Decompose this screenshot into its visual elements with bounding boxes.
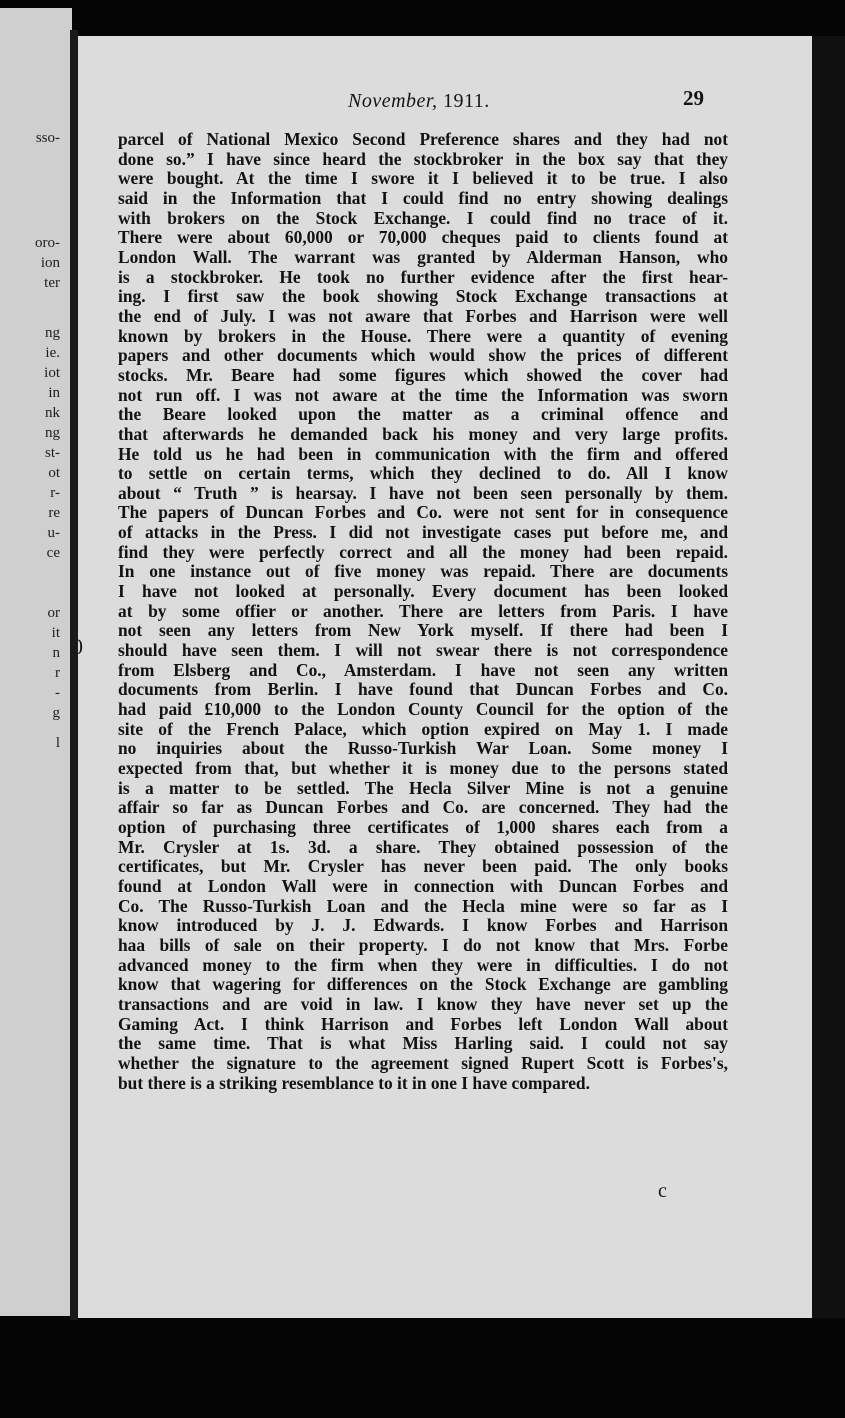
margin-fragment: oro- xyxy=(35,235,60,251)
margin-fragment: or xyxy=(47,605,60,621)
margin-mark: 0 xyxy=(72,634,83,659)
text-line: affair so far as Duncan Forbes and Co. are concerned. They had the xyxy=(118,797,728,818)
text-line: stocks. Mr. Beare had some figures which showed the cover had xyxy=(118,364,728,385)
text-line: site of the French Palace, which option expired on May 1. I made xyxy=(118,718,728,739)
text-line: should have seen them. I will not swear there is not correspondence xyxy=(118,640,728,661)
text-line: haa bills of sale on their property. I do not know that Mrs. Forbe xyxy=(118,934,728,955)
text-line: Co. The Russo-Turkish Loan and the Hecla mine were so far as I xyxy=(118,895,728,916)
margin-fragment: ng xyxy=(45,325,60,341)
text-line: option of purchasing three certificates of 1,000 shares each from a xyxy=(118,816,728,837)
text-line: at by some offier or another. There are letters from Paris. I have xyxy=(118,600,728,621)
facing-page-edge xyxy=(0,8,72,1316)
book-gutter xyxy=(70,30,78,1320)
margin-fragment: in xyxy=(48,385,60,401)
text-line: find they were perfectly correct and all the money had been repaid. xyxy=(118,541,728,562)
text-line: The papers of Duncan Forbes and Co. were not sent for in consequence xyxy=(118,502,728,523)
text-line: that afterwards he demanded back his money and very large profits. xyxy=(118,423,728,444)
text-line: expected from that, but whether it is money due to the persons stated xyxy=(118,758,728,778)
margin-fragment: ie. xyxy=(45,345,60,361)
text-line: not seen any letters from New York myself. If there had been I xyxy=(118,620,728,641)
text-line: known by brokers in the House. There were a quantity of evening xyxy=(118,325,728,346)
text-line: transactions and are void in law. I know they have never set up the xyxy=(118,993,728,1014)
text-line: London Wall. The warrant was granted by Alderman Hanson, who xyxy=(118,246,728,267)
text-line: is a matter to be settled. The Hecla Silver Mine is not a genuine xyxy=(118,777,728,798)
text-line: with brokers on the Stock Exchange. I could find no trace of it. xyxy=(118,207,728,228)
body-text xyxy=(118,130,728,1093)
text-line: Mr. Crysler at 1s. 3d. a share. They obtained possession of the xyxy=(118,836,728,857)
text-line: He told us he had been in communication with the firm and offered xyxy=(118,443,728,464)
margin-fragment: sso- xyxy=(35,130,60,146)
text-line: but there is a striking resemblance to it in one I have compared. xyxy=(118,1072,590,1093)
page-edge-shadow xyxy=(812,36,845,1318)
running-title xyxy=(348,90,490,113)
page-header xyxy=(78,86,812,116)
text-line: done so.” I have since heard the stockbroker in the box say that they xyxy=(118,148,728,169)
text-line: parcel of National Mexico Second Preference shares and they had not xyxy=(118,129,728,149)
margin-fragment: ion xyxy=(40,255,60,271)
margin-fragment: r xyxy=(55,665,60,681)
margin-fragment: - xyxy=(55,685,60,701)
margin-fragment: r- xyxy=(50,485,60,501)
text-line: to settle on certain terms, which they declined to do. All I know xyxy=(118,463,728,484)
text-line: papers and other documents which would show the prices of different xyxy=(118,345,728,366)
text-line: certificates, but Mr. Crysler has never been paid. The only books xyxy=(118,856,728,877)
text-line: the same time. That is what Miss Harling said. I could not say xyxy=(118,1033,728,1054)
text-line: advanced money to the firm when they were in difficulties. I do not xyxy=(118,954,728,975)
margin-fragment: iot xyxy=(44,365,60,381)
margin-fragment: n xyxy=(52,645,60,661)
text-line: I have not looked at personally. Every document has been looked xyxy=(118,581,728,602)
text-line: no inquiries about the Russo-Turkish War Loan. Some money I xyxy=(118,738,728,759)
text-line: found at London Wall were in connection with Duncan Forbes and xyxy=(118,875,728,896)
document-page xyxy=(72,36,812,1318)
text-line: is a stockbroker. He took no further evidence after the first hear- xyxy=(118,266,728,287)
margin-fragment: l xyxy=(55,735,60,751)
text-line: were bought. At the time I swore it I believed it to be true. I also xyxy=(118,168,728,189)
margin-fragment: g xyxy=(52,705,60,721)
text-line: There were about 60,000 or 70,000 cheques paid to clients found at xyxy=(118,227,728,248)
margin-fragment: nk xyxy=(45,405,60,421)
text-line: documents from Berlin. I have found that Duncan Forbes and Co. xyxy=(118,679,728,700)
text-line: Gaming Act. I think Harrison and Forbes left London Wall about xyxy=(118,1013,728,1034)
text-line: whether the signature to the agreement signed Rupert Scott is Forbes's, xyxy=(118,1052,728,1073)
text-line: ing. I first saw the book showing Stock Exchange transactions at xyxy=(118,286,728,307)
text-line: said in the Information that I could find no entry showing dealings xyxy=(118,187,728,208)
margin-fragment: ot xyxy=(48,465,60,481)
catchword: c xyxy=(658,1180,667,1202)
text-line: know introduced by J. J. Edwards. I know Forbes and Harrison xyxy=(118,915,728,936)
page-number: 29 xyxy=(683,86,704,110)
header-year: 1911. xyxy=(442,90,490,112)
text-line: In one instance out of five money was repaid. There are documents xyxy=(118,561,728,582)
text-line: know that wagering for differences on the Stock Exchange are gambling xyxy=(118,974,728,995)
margin-fragment: ng xyxy=(45,425,60,441)
text-line: the Beare looked upon the matter as a criminal offence and xyxy=(118,404,728,425)
margin-fragment: st- xyxy=(45,445,60,461)
text-line: of attacks in the Press. I did not investigate cases put before me, and xyxy=(118,522,728,543)
text-line: from Elsberg and Co., Amsterdam. I have not seen any written xyxy=(118,659,728,680)
margin-fragment: ter xyxy=(44,275,60,291)
margin-fragment: re xyxy=(48,505,60,521)
text-line: had paid £10,000 to the London County Council for the option of the xyxy=(118,699,728,720)
text-line: not run off. I was not aware at the time the Information was sworn xyxy=(118,384,728,405)
text-line: the end of July. I was not aware that Forbes and Harrison were well xyxy=(118,305,728,326)
margin-fragment: it xyxy=(51,625,60,641)
header-month: November, xyxy=(348,90,438,112)
margin-fragment: u- xyxy=(47,525,60,541)
margin-fragment: ce xyxy=(46,545,60,561)
text-line: about “ Truth ” is hearsay. I have not been seen personally by them. xyxy=(118,482,728,503)
